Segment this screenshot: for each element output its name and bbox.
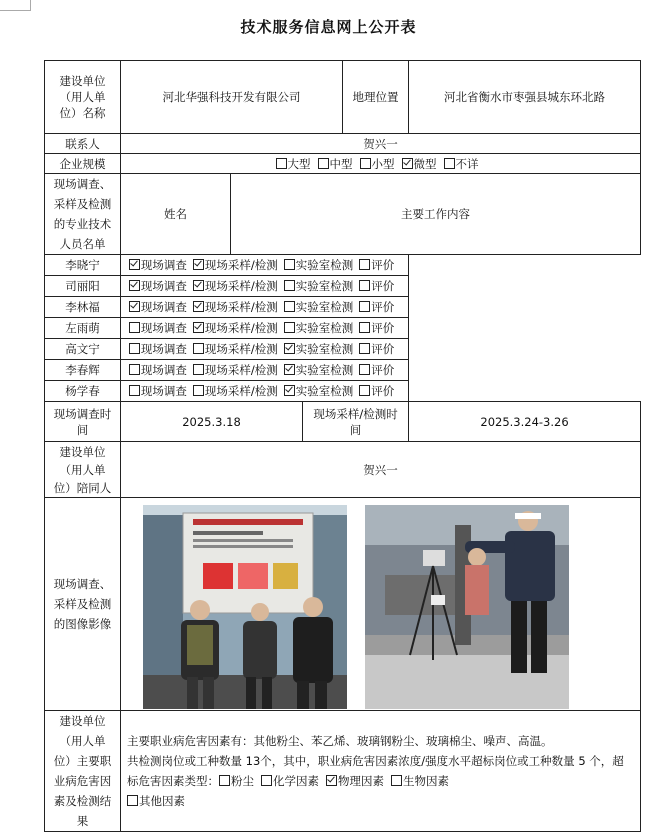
staff-name: 高文宁 xyxy=(45,339,121,360)
checkbox-icon[interactable] xyxy=(284,301,295,312)
staff-work-option-label: 现场采样/检测 xyxy=(204,258,278,272)
org-label: 建设单位（用人单位）名称 xyxy=(45,61,121,134)
staff-work-option[interactable] xyxy=(284,258,354,272)
staff-work-option[interactable] xyxy=(284,342,354,356)
staff-work-option-label: 现场调查 xyxy=(140,258,187,272)
checkbox-icon[interactable] xyxy=(127,795,138,806)
survey-time-label: 现场调查时间 xyxy=(45,402,121,442)
hazard-option-2-label: 化学因素 xyxy=(273,774,319,788)
checked-box-icon[interactable] xyxy=(129,301,140,312)
staff-name: 司丽阳 xyxy=(45,276,121,297)
scale-options xyxy=(121,154,641,174)
sampling-time-label: 现场采样/检测时间 xyxy=(303,402,409,442)
result-line-2-text: 共检测岗位或工种数量 13个，其中，职业病危害因素浓度/强度水平超标岗位或工种数量 5 个，超标危害因素类型： xyxy=(127,754,624,788)
image-section-label: 现场调查、采样及检测的图像影像 xyxy=(45,498,121,711)
hazard-option-3-label: 物理因素 xyxy=(338,774,384,788)
hazard-option-1[interactable] xyxy=(219,774,254,788)
sampling-time-value: 2025.3.24-3.26 xyxy=(409,402,641,442)
staff-work-option[interactable] xyxy=(129,321,187,335)
staff-work-option-label: 评价 xyxy=(371,384,395,398)
staff-work-option[interactable] xyxy=(359,363,394,377)
checkbox-icon[interactable] xyxy=(359,343,370,354)
staff-work-option-label: 现场采样/检测 xyxy=(204,342,278,356)
staff-row xyxy=(45,276,641,297)
staff-work xyxy=(121,360,409,381)
site-sampling-photo xyxy=(365,505,569,709)
staff-work-option[interactable] xyxy=(359,300,394,314)
checked-box-icon[interactable] xyxy=(326,775,337,786)
staff-work-option[interactable] xyxy=(129,363,187,377)
staff-work xyxy=(121,339,409,360)
checked-box-icon[interactable] xyxy=(284,385,295,396)
checkbox-icon[interactable] xyxy=(261,775,272,786)
staff-work-option[interactable] xyxy=(284,279,354,293)
hazard-option-2[interactable] xyxy=(261,774,319,788)
scale-option-2[interactable] xyxy=(318,157,353,171)
staff-row xyxy=(45,381,641,402)
scale-option-5[interactable] xyxy=(444,157,479,171)
staff-work-option[interactable] xyxy=(284,321,354,335)
checked-box-icon[interactable] xyxy=(193,301,204,312)
staff-work-option[interactable] xyxy=(359,384,394,398)
staff-name: 李晓宁 xyxy=(45,255,121,276)
staff-row xyxy=(45,255,641,276)
accompany-value: 贺兴一 xyxy=(121,442,641,498)
checkbox-icon[interactable] xyxy=(193,364,204,375)
staff-work-option-label: 现场调查 xyxy=(140,363,187,377)
info-table xyxy=(44,60,641,832)
checkbox-icon[interactable] xyxy=(360,158,371,169)
checked-box-icon[interactable] xyxy=(402,158,413,169)
staff-work-option[interactable] xyxy=(359,258,394,272)
staff-work xyxy=(121,255,409,276)
scale-option-3-label: 小型 xyxy=(371,156,395,171)
staff-header-work: 主要工作内容 xyxy=(231,174,641,255)
staff-work-option[interactable] xyxy=(284,300,354,314)
checkbox-icon[interactable] xyxy=(359,301,370,312)
result-line-3 xyxy=(127,791,634,811)
checkbox-icon[interactable] xyxy=(193,385,204,396)
staff-work-option-label: 实验室检测 xyxy=(295,321,354,335)
staff-name: 杨学春 xyxy=(45,381,121,402)
site-survey-photo xyxy=(143,505,347,709)
checked-box-icon[interactable] xyxy=(129,280,140,291)
staff-work-option-label: 实验室检测 xyxy=(295,258,354,272)
scale-option-5-label: 不详 xyxy=(455,156,479,171)
scale-option-1-label: 大型 xyxy=(287,156,311,171)
scale-option-3[interactable] xyxy=(360,157,395,171)
result-line-2 xyxy=(127,751,634,791)
staff-work-option-label: 评价 xyxy=(371,258,395,272)
checkbox-icon[interactable] xyxy=(391,775,402,786)
scale-label: 企业规模 xyxy=(45,154,121,174)
hazard-option-3[interactable] xyxy=(326,774,384,788)
staff-work-option-label: 实验室检测 xyxy=(295,363,354,377)
hazard-option-4-label: 生物因素 xyxy=(403,774,449,788)
checkbox-icon[interactable] xyxy=(129,364,140,375)
result-line-1: 主要职业病危害因素有：其他粉尘、苯乙烯、玻璃钢粉尘、玻璃棉尘、噪声、高温。 xyxy=(127,734,553,748)
hazard-option-1-label: 粉尘 xyxy=(231,774,254,788)
staff-work-option-label: 现场调查 xyxy=(140,342,187,356)
result-label: 建设单位（用人单位）主要职业病危害因素及检测结果 xyxy=(45,711,121,832)
page-corner-mark xyxy=(0,0,31,11)
page-title: 技术服务信息网上公开表 xyxy=(240,18,417,36)
staff-work-option[interactable] xyxy=(193,384,278,398)
hazard-option-5-label: 其他因素 xyxy=(139,794,185,808)
staff-name: 左雨萌 xyxy=(45,318,121,339)
checkbox-icon[interactable] xyxy=(284,259,295,270)
scale-option-2-label: 中型 xyxy=(329,156,353,171)
staff-work-option-label: 现场采样/检测 xyxy=(204,279,278,293)
staff-row xyxy=(45,339,641,360)
staff-work-option-label: 实验室检测 xyxy=(295,384,354,398)
staff-work-option[interactable] xyxy=(193,258,278,272)
staff-row xyxy=(45,360,641,381)
staff-work-option[interactable] xyxy=(284,363,354,377)
hazard-option-5[interactable] xyxy=(127,794,185,808)
staff-row xyxy=(45,297,641,318)
checked-box-icon[interactable] xyxy=(284,364,295,375)
staff-work-option[interactable] xyxy=(193,321,278,335)
org-name: 河北华强科技开发有限公司 xyxy=(121,61,343,134)
checkbox-icon[interactable] xyxy=(276,158,287,169)
staff-work-option-label: 评价 xyxy=(371,300,395,314)
staff-work xyxy=(121,381,409,402)
staff-work-option-label: 实验室检测 xyxy=(295,300,354,314)
checked-box-icon[interactable] xyxy=(193,280,204,291)
staff-work-option-label: 现场采样/检测 xyxy=(204,321,278,335)
location-label: 地理位置 xyxy=(343,61,409,134)
staff-work-option-label: 现场采样/检测 xyxy=(204,363,278,377)
staff-work-option[interactable] xyxy=(193,342,278,356)
staff-work-option-label: 现场调查 xyxy=(140,321,187,335)
contact-value: 贺兴一 xyxy=(121,134,641,154)
staff-header-name: 姓名 xyxy=(121,174,231,255)
checkbox-icon[interactable] xyxy=(359,385,370,396)
accompany-label: 建设单位（用人单位）陪同人 xyxy=(45,442,121,498)
staff-work-option-label: 评价 xyxy=(371,321,395,335)
contact-label: 联系人 xyxy=(45,134,121,154)
staff-work-option-label: 评价 xyxy=(371,363,395,377)
image-cell xyxy=(121,498,641,711)
staff-work-option-label: 评价 xyxy=(371,279,395,293)
checkbox-icon[interactable] xyxy=(129,322,140,333)
staff-work-option[interactable] xyxy=(359,279,394,293)
staff-row xyxy=(45,318,641,339)
staff-work xyxy=(121,318,409,339)
staff-work-option[interactable] xyxy=(193,363,278,377)
checkbox-icon[interactable] xyxy=(193,343,204,354)
staff-work-option-label: 现场采样/检测 xyxy=(204,300,278,314)
checkbox-icon[interactable] xyxy=(284,280,295,291)
checkbox-icon[interactable] xyxy=(444,158,455,169)
staff-work-option[interactable] xyxy=(129,342,187,356)
scale-option-4[interactable] xyxy=(402,157,437,171)
staff-work-option[interactable] xyxy=(129,300,187,314)
scale-option-1[interactable] xyxy=(276,157,311,171)
staff-work-option-label: 实验室检测 xyxy=(295,342,354,356)
checkbox-icon[interactable] xyxy=(129,343,140,354)
staff-name: 李林福 xyxy=(45,297,121,318)
staff-work-option-label: 现场调查 xyxy=(140,384,187,398)
staff-work-option[interactable] xyxy=(129,258,187,272)
staff-work-option[interactable] xyxy=(359,342,394,356)
checked-box-icon[interactable] xyxy=(284,343,295,354)
survey-time-value: 2025.3.18 xyxy=(121,402,303,442)
scale-option-4-label: 微型 xyxy=(413,156,437,171)
checked-box-icon[interactable] xyxy=(129,259,140,270)
staff-work-option-label: 实验室检测 xyxy=(295,279,354,293)
staff-work-option[interactable] xyxy=(193,279,278,293)
result-cell xyxy=(121,711,641,832)
staff-work-option-label: 现场调查 xyxy=(140,279,187,293)
checkbox-icon[interactable] xyxy=(359,322,370,333)
staff-work xyxy=(121,297,409,318)
staff-section-label: 现场调查、采样及检测的专业技术人员名单 xyxy=(45,174,121,255)
staff-work-option[interactable] xyxy=(129,384,187,398)
staff-work-option-label: 现场采样/检测 xyxy=(204,384,278,398)
checkbox-icon[interactable] xyxy=(359,259,370,270)
staff-work-option[interactable] xyxy=(284,384,354,398)
checkbox-icon[interactable] xyxy=(318,158,329,169)
checkbox-icon[interactable] xyxy=(359,364,370,375)
checkbox-icon[interactable] xyxy=(359,280,370,291)
staff-work-option[interactable] xyxy=(359,321,394,335)
checkbox-icon[interactable] xyxy=(284,322,295,333)
staff-work-option-label: 评价 xyxy=(371,342,395,356)
staff-name: 李春辉 xyxy=(45,360,121,381)
staff-work-option[interactable] xyxy=(129,279,187,293)
staff-work-option[interactable] xyxy=(193,300,278,314)
checked-box-icon[interactable] xyxy=(193,322,204,333)
checkbox-icon[interactable] xyxy=(219,775,230,786)
checkbox-icon[interactable] xyxy=(129,385,140,396)
staff-work-option-label: 现场调查 xyxy=(140,300,187,314)
staff-work xyxy=(121,276,409,297)
hazard-option-4[interactable] xyxy=(391,774,449,788)
checked-box-icon[interactable] xyxy=(193,259,204,270)
location-value: 河北省衡水市枣强县城东环北路 xyxy=(409,61,641,134)
